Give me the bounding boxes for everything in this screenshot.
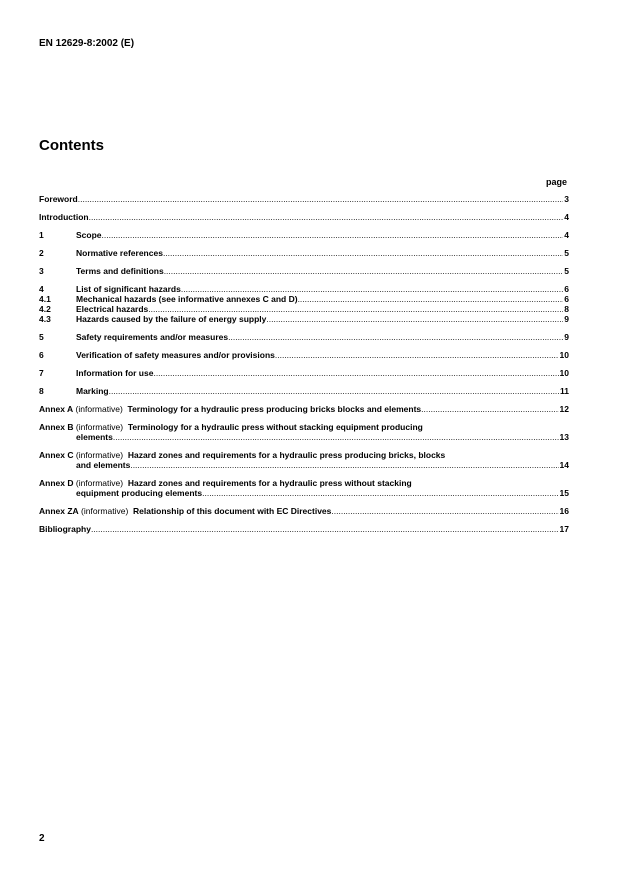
annex-label: Annex C bbox=[39, 450, 74, 460]
annex-label: Annex ZA bbox=[39, 506, 79, 516]
toc-entry-page: 17 bbox=[559, 524, 569, 534]
toc-entry-page: 10 bbox=[559, 350, 569, 360]
dot-leader bbox=[275, 350, 559, 360]
annex-type: (informative) bbox=[75, 450, 124, 460]
toc-entry-title: Information for use bbox=[76, 368, 154, 378]
annex-type: (informative) bbox=[75, 478, 124, 488]
toc-entry-title: List of significant hazards bbox=[76, 284, 181, 294]
contents-heading: Contents bbox=[39, 137, 104, 154]
toc-entry-introduction[interactable] bbox=[39, 212, 569, 222]
toc-entry-number: 6 bbox=[39, 350, 44, 360]
toc-entry-title: Safety requirements and/or measures bbox=[76, 332, 229, 342]
toc-entry-number: 2 bbox=[39, 248, 44, 258]
annex-title: Terminology for a hydraulic press producing bricks blocks and elements bbox=[127, 404, 422, 414]
toc-entry-bibliography[interactable] bbox=[39, 524, 569, 534]
annex-title: Hazard zones and requirements for a hydraulic press producing bricks, blocks bbox=[127, 450, 446, 460]
toc-entry-title: Bibliography bbox=[39, 524, 91, 534]
toc-entry-page: 16 bbox=[559, 506, 569, 516]
dot-leader bbox=[298, 294, 564, 304]
toc-entry-page: 4 bbox=[564, 230, 569, 240]
toc-entry-title: Mechanical hazards (see informative annexes C and D) bbox=[76, 294, 298, 304]
toc-entry-page: 15 bbox=[559, 488, 569, 498]
toc-entry-terms-and-definitions[interactable] bbox=[39, 266, 569, 276]
toc-entry-number: 7 bbox=[39, 368, 44, 378]
annex-type: (informative) bbox=[75, 404, 123, 414]
toc-entry-page: 9 bbox=[564, 332, 569, 342]
toc-entry-title: Normative references bbox=[76, 248, 163, 258]
dot-leader bbox=[421, 404, 558, 414]
annex-title: Terminology for a hydraulic press without stacking equipment producing bbox=[127, 422, 423, 432]
toc-entry-number: 4.1 bbox=[39, 294, 51, 304]
toc-entry-page: 5 bbox=[564, 266, 569, 276]
annex-type: (informative) bbox=[81, 506, 129, 516]
annex-type: (informative) bbox=[75, 422, 124, 432]
toc-entry-information-for-use[interactable] bbox=[39, 368, 569, 378]
toc-entry-number: 4 bbox=[39, 284, 44, 294]
dot-leader bbox=[153, 368, 558, 378]
toc-entry-page: 6 bbox=[564, 284, 569, 294]
toc-entry-page: 4 bbox=[564, 212, 569, 222]
toc-entry-number: 4.3 bbox=[39, 314, 51, 324]
toc-entry-annex-b[interactable] bbox=[39, 422, 569, 442]
toc-entry-title: Electrical hazards bbox=[76, 304, 149, 314]
annex-title: Relationship of this document with EC Directives bbox=[133, 506, 332, 516]
toc-entry-page: 10 bbox=[559, 368, 569, 378]
toc-entry-title: Terms and definitions bbox=[76, 266, 164, 276]
toc-entry-annex-za[interactable] bbox=[39, 506, 569, 516]
dot-leader bbox=[130, 460, 558, 470]
toc-entry-title: Marking bbox=[76, 386, 109, 396]
dot-leader bbox=[91, 524, 559, 534]
dot-leader bbox=[113, 432, 559, 442]
annex-label: Annex A bbox=[39, 404, 74, 414]
toc-entry-marking[interactable] bbox=[39, 386, 569, 396]
dot-leader bbox=[228, 332, 563, 342]
annex-label: Annex D bbox=[39, 478, 74, 488]
toc-entry-page: 9 bbox=[564, 314, 569, 324]
dot-leader bbox=[266, 314, 563, 324]
page-column-label: page bbox=[545, 177, 567, 187]
toc-entry-verification[interactable] bbox=[39, 350, 569, 360]
toc-entry-page: 6 bbox=[564, 294, 569, 304]
annex-label: Annex B bbox=[39, 422, 74, 432]
dot-leader bbox=[202, 488, 558, 498]
dot-leader bbox=[331, 506, 558, 516]
toc-entry-normative-references[interactable] bbox=[39, 248, 569, 258]
toc-entry-number: 1 bbox=[39, 230, 44, 240]
toc-entry-page: 13 bbox=[559, 432, 569, 442]
toc-entry-number: 5 bbox=[39, 332, 44, 342]
toc-entry-page: 8 bbox=[564, 304, 569, 314]
toc-entry-page: 5 bbox=[564, 248, 569, 258]
dot-leader bbox=[163, 248, 563, 258]
dot-leader bbox=[148, 304, 563, 314]
document-id-header: EN 12629-8:2002 (E) bbox=[39, 38, 135, 49]
annex-title: Hazard zones and requirements for a hydraulic press without stacking bbox=[127, 478, 412, 488]
dot-leader bbox=[109, 386, 559, 396]
dot-leader bbox=[102, 230, 564, 240]
toc-entry-annex-d[interactable] bbox=[39, 478, 569, 498]
toc-entry-number: 8 bbox=[39, 386, 44, 396]
toc-entry-number: 4.2 bbox=[39, 304, 51, 314]
dot-leader bbox=[78, 194, 564, 204]
toc-entry-page: 3 bbox=[564, 194, 569, 204]
toc-entry-significant-hazards[interactable] bbox=[39, 284, 569, 294]
toc-entry-energy-supply-hazards[interactable] bbox=[39, 314, 569, 324]
annex-title-continuation: equipment producing elements bbox=[76, 488, 203, 498]
toc-entry-title: Scope bbox=[76, 230, 102, 240]
toc-entry-page: 11 bbox=[560, 386, 569, 396]
dot-leader bbox=[164, 266, 564, 276]
toc-entry-annex-a[interactable] bbox=[39, 404, 569, 414]
toc-entry-mechanical-hazards[interactable] bbox=[39, 294, 569, 304]
table-of-contents bbox=[39, 194, 569, 542]
toc-entry-electrical-hazards[interactable] bbox=[39, 304, 569, 314]
toc-entry-title: Introduction bbox=[39, 212, 89, 222]
toc-entry-number: 3 bbox=[39, 266, 44, 276]
toc-entry-foreword[interactable] bbox=[39, 194, 569, 204]
toc-entry-page: 14 bbox=[559, 460, 569, 470]
toc-entry-title: Verification of safety measures and/or provisions bbox=[76, 350, 275, 360]
annex-title-continuation: and elements bbox=[76, 460, 131, 470]
toc-entry-safety-requirements[interactable] bbox=[39, 332, 569, 342]
toc-entry-title: Hazards caused by the failure of energy supply bbox=[76, 314, 267, 324]
toc-entry-scope[interactable] bbox=[39, 230, 569, 240]
dot-leader bbox=[89, 212, 564, 222]
toc-entry-annex-c[interactable] bbox=[39, 450, 569, 470]
dot-leader bbox=[181, 284, 563, 294]
toc-entry-page: 12 bbox=[559, 404, 569, 414]
page-number: 2 bbox=[39, 833, 45, 844]
toc-entry-title: Foreword bbox=[39, 194, 78, 204]
annex-title-continuation: elements bbox=[76, 432, 113, 442]
